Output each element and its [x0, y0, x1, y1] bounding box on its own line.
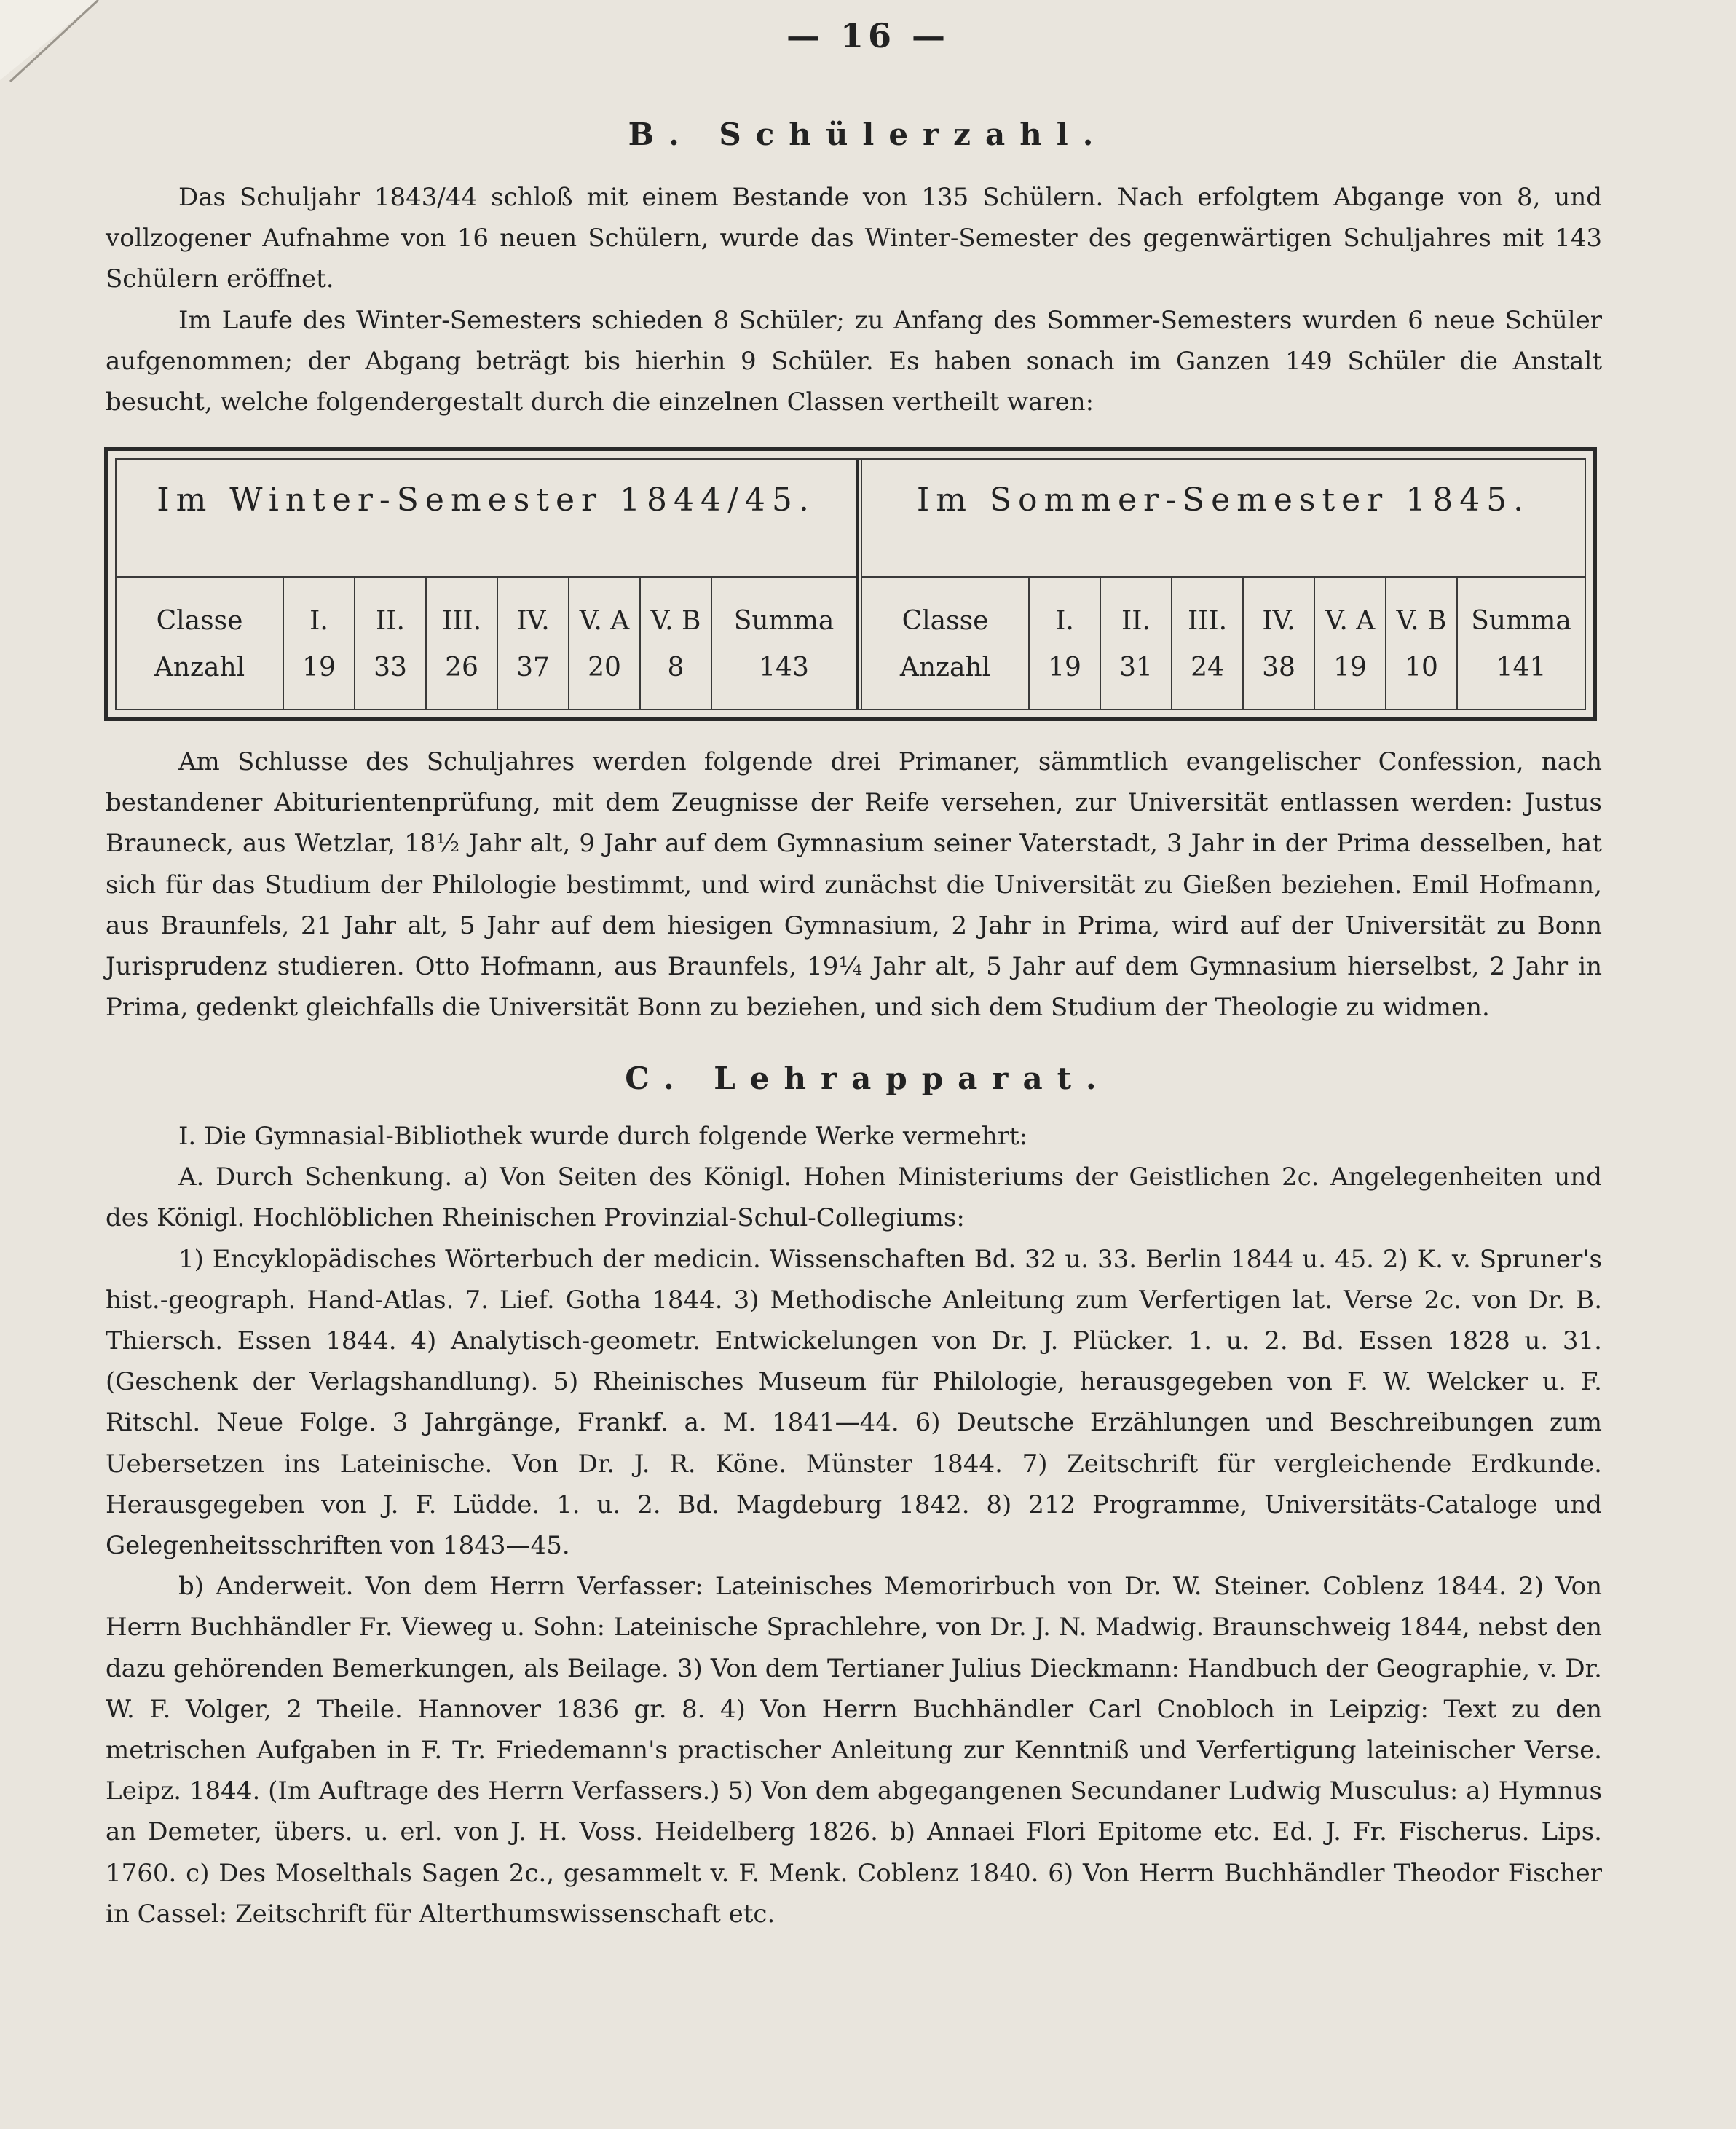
class-name: V. B	[650, 606, 701, 636]
section-b-intro	[106, 177, 1602, 422]
class-count: 143	[759, 653, 809, 682]
class-count: 26	[445, 653, 478, 682]
class-count: 19	[1048, 653, 1081, 682]
row-labels	[862, 578, 1030, 709]
class-column	[1172, 578, 1244, 709]
class-column	[641, 578, 712, 709]
class-column	[1030, 578, 1101, 709]
class-column	[569, 578, 641, 709]
section-c-heading: C. Lehrapparat.	[625, 1060, 1111, 1096]
class-count: 33	[374, 653, 407, 682]
section-c-body	[106, 1116, 1602, 1935]
paragraph: Das Schuljahr 1843/44 schloß mit einem Bestande von 135 Schülern. Nach erfolgtem Abgange von 8, und vollzogener Aufnahme von 16 neuen Schülern, wurde das Winter-Semester des gegenwärtigen Schuljahres mit 143 Schülern eröffnet.	[106, 183, 1602, 294]
class-name: IV.	[516, 606, 550, 636]
class-name: Summa	[1471, 606, 1571, 636]
class-column	[355, 578, 427, 709]
enrollment-table	[104, 447, 1597, 721]
summer-semester-table	[861, 460, 1585, 709]
class-name: I.	[1055, 606, 1074, 636]
class-column	[1315, 578, 1386, 709]
summer-semester-title: Im Sommer-Semester 1845.	[916, 481, 1531, 519]
class-count: 19	[1333, 653, 1367, 682]
class-count: 37	[516, 653, 550, 682]
class-count: 31	[1119, 653, 1153, 682]
class-name: III.	[1187, 606, 1228, 636]
paragraph: A. Durch Schenkung. a) Von Seiten des Königl. Hohen Ministeriums der Geistlichen 2c. Angelegenheiten und des Königl. Hochlöblichen Rheinischen Provinzial-Schul-Collegiums:	[106, 1162, 1602, 1233]
class-column	[427, 578, 498, 709]
class-name: V. A	[1325, 606, 1376, 636]
paragraph: Im Laufe des Winter-Semesters schieden 8 Schüler; zu Anfang des Sommer-Semesters wurden 6 neue Schüler aufgenommen; der Abgang beträgt bis hierhin 9 Schüler. Es haben sonach im Ganzen 149 Schüler die Anstalt besucht, welche folgendergestalt durch die einzelnen Classen vertheilt waren:	[106, 305, 1602, 417]
section-b-abiturienten	[106, 741, 1602, 1028]
class-name: I.	[309, 606, 328, 636]
classe-label: Classe	[156, 606, 243, 636]
class-count: 24	[1191, 653, 1224, 682]
class-name: III.	[441, 606, 482, 636]
class-count: 8	[667, 653, 684, 682]
paragraph: b) Anderweit. Von dem Herrn Verfasser: Lateinisches Memorirbuch von Dr. W. Steiner. Coblenz 1844. 2) Von Herrn Buchhändler Fr. Vieweg u. Sohn: Lateinische Sprachlehre, von Dr. J. N. Madwig. Braunschweig 1844, nebst den dazu gehörenden Bemerkungen, als Beilage. 3) Von dem Tertianer Julius Dieckmann: Handbuch der Geographie, v. Dr. W. F. Volger, 2 Theile. Hannover 1836 gr. 8. 4) Von Herrn Buchhändler Carl Cnobloch in Leipzig: Text zu den metrischen Aufgaben in F. Tr. Friedemann's practischer Anleitung zur Kenntniß und Verfertigung lateinischer Verse. Leipz. 1844. (Im Auftrage des Herrn Verfassers.) 5) Von dem abgegangenen Secundaner Ludwig Musculus: a) Hymnus an Demeter, übers. u. erl. von J. H. Voss. Heidelberg 1826. b) Annaei Flori Epitome etc. Ed. J. Fr. Fischerus. Lips. 1760. c) Des Moselthals Sagen 2c., gesammelt v. F. Menk. Coblenz 1840. 6) Von Herrn Buchhändler Theodor Fischer in Cassel: Zeitschrift für Alterthumswissenschaft etc.	[106, 1572, 1602, 1929]
class-column	[1101, 578, 1172, 709]
class-count: 20	[588, 653, 621, 682]
class-column	[498, 578, 569, 709]
classe-label: Classe	[901, 606, 989, 636]
paragraph: Am Schlusse des Schuljahres werden folgende drei Primaner, sämmtlich evangelischer Confession, nach bestandener Abiturientenprüfung, mit dem Zeugnisse der Reife versehen, zur Universität entlassen werden: Justus Brauneck, aus Wetzlar, 18½ Jahr alt, 9 Jahr auf dem Gymnasium seiner Vaterstadt, 3 Jahr in der Prima desselben, hat sich für das Studium der Philologie bestimmt, und wird zunächst die Universität zu Gießen beziehen. Emil Hofmann, aus Braunfels, 21 Jahr alt, 5 Jahr auf dem hiesigen Gymnasium, 2 Jahr in Prima, wird auf der Universität zu Bonn Jurisprudenz studieren. Otto Hofmann, aus Braunfels, 19¼ Jahr alt, 5 Jahr auf dem Gymnasium hierselbst, 2 Jahr in Prima, gedenkt gleichfalls die Universität Bonn zu beziehen, und sich dem Studium der Theologie zu widmen.	[106, 747, 1602, 1023]
section-b-heading: B. Schülerzahl.	[628, 117, 1108, 152]
summa-column	[712, 578, 856, 709]
class-column	[284, 578, 355, 709]
class-name: II.	[376, 606, 405, 636]
class-column	[1386, 578, 1458, 709]
anzahl-label: Anzahl	[899, 653, 991, 682]
page-number: — 16 —	[786, 16, 950, 55]
summa-column	[1458, 578, 1585, 709]
class-name: V. A	[579, 606, 630, 636]
class-name: Summa	[733, 606, 835, 636]
class-count: 141	[1496, 653, 1547, 682]
row-labels	[117, 578, 284, 709]
class-name: II.	[1121, 606, 1151, 636]
class-name: IV.	[1262, 606, 1295, 636]
class-count: 38	[1262, 653, 1295, 682]
winter-semester-title: Im Winter-Semester 1844/45.	[157, 481, 816, 519]
class-column	[1244, 578, 1315, 709]
class-count: 19	[302, 653, 336, 682]
paragraph: I. Die Gymnasial-Bibliothek wurde durch folgende Werke vermehrt:	[178, 1122, 1028, 1151]
class-count: 10	[1405, 653, 1438, 682]
winter-semester-table	[117, 460, 859, 709]
paragraph: 1) Encyklopädisches Wörterbuch der medicin. Wissenschaften Bd. 32 u. 33. Berlin 1844 u. 45. 2) K. v. Spruner's hist.-geograph. Hand-Atlas. 7. Lief. Gotha 1844. 3) Methodische Anleitung zum Verfertigen lat. Verse 2c. von Dr. B. Thiersch. Essen 1844. 4) Analytisch-geometr. Entwickelungen von Dr. J. Plücker. 1. u. 2. Bd. Essen 1828 u. 31. (Geschenk der Verlagshandlung). 5) Rheinisches Museum für Philologie, herausgegeben von F. W. Welcker u. F. Ritschl. Neue Folge. 3 Jahrgänge, Frankf. a. M. 1841—44. 6) Deutsche Erzählungen und Beschreibungen zum Uebersetzen ins Lateinische. Von Dr. J. R. Köne. Münster 1844. 7) Zeitschrift für vergleichende Erdkunde. Herausgegeben von J. F. Lüdde. 1. u. 2. Bd. Magdeburg 1842. 8) 212 Programme, Universitäts-Cataloge und Gelegenheitsschriften von 1843—45.	[106, 1244, 1602, 1561]
anzahl-label: Anzahl	[154, 653, 245, 682]
class-name: V. B	[1396, 606, 1447, 636]
